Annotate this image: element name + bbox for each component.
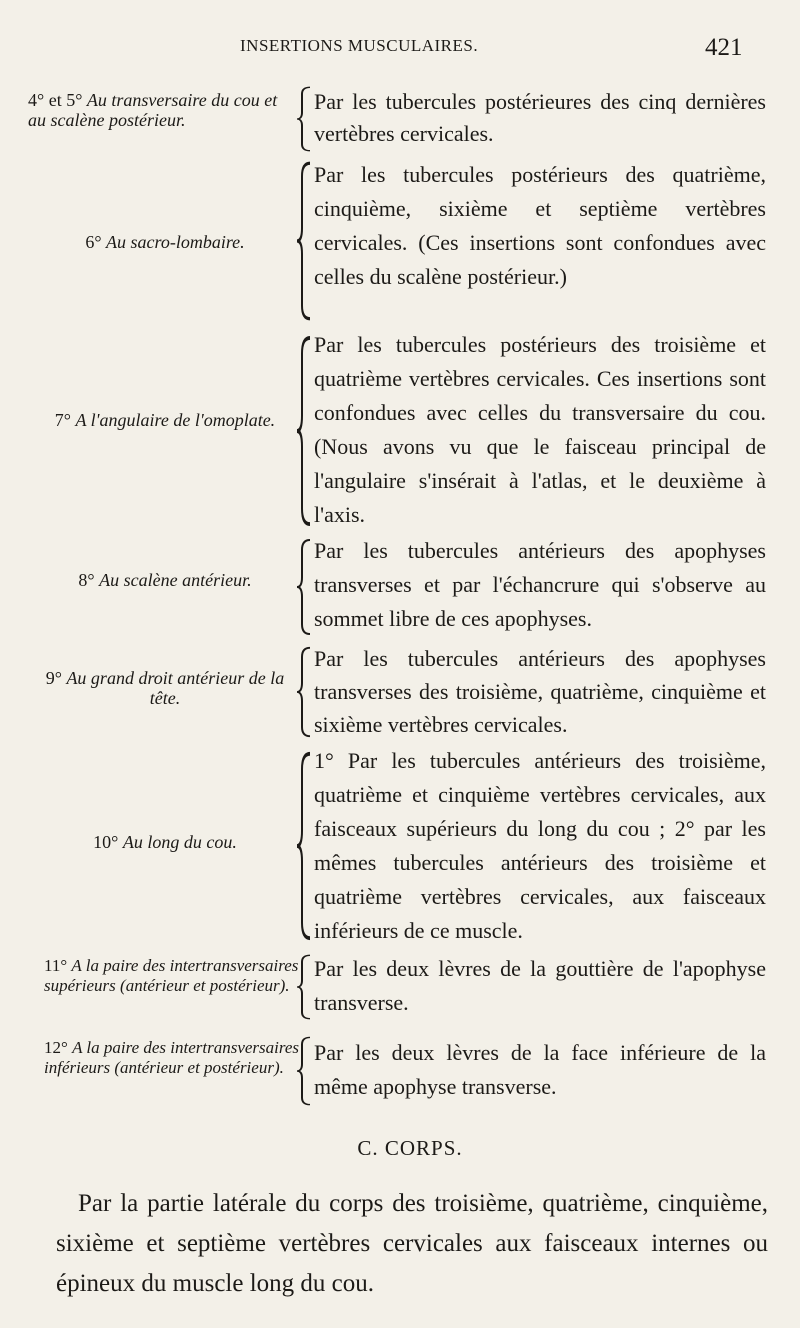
page-number: 421 (705, 34, 743, 61)
entry-label (40, 410, 290, 430)
entry-number: 12° (44, 1038, 68, 1057)
entry-label (40, 832, 290, 852)
brace-mark (296, 1036, 312, 1106)
entry-label (40, 232, 290, 252)
brace-mark (296, 160, 312, 322)
entry-label (44, 956, 306, 996)
entry-muscle-name: A l'angulaire de l'omoplate. (75, 410, 276, 430)
entry-description: Par les deux lèvres de la face inférieure de la même apophyse transverse. (314, 1040, 766, 1099)
entry-label (44, 1038, 306, 1078)
entry-muscle-name: Au sacro-lombaire. (106, 232, 245, 252)
entry-number: 7° (54, 410, 71, 430)
entry-description: Par les tubercules postérieurs des quatrième, cinquième, sixième et septième vertèbres cervicales. (Ces insertions sont confondues avec celles du scalène postérieur.) (314, 162, 766, 289)
brace-mark (296, 954, 312, 1020)
section-heading: C. CORPS. (357, 1136, 463, 1160)
entry-muscle-name: Au scalène antérieur. (99, 570, 252, 590)
brace-mark (296, 750, 312, 942)
entry-muscle-name: A la paire des intertransversaires inférieurs (antérieur et postérieur). (44, 1038, 300, 1077)
entry-number: 10° (93, 832, 119, 852)
entry-number: 6° (85, 232, 102, 252)
entry-number: 9° (45, 668, 62, 688)
entry-muscle-name: Au transversaire du cou et au scalène postérieur. (28, 90, 278, 130)
entry-description: Par les tubercules antérieurs des apophyses transverses des troisième, quatrième, cinquième et sixième vertèbres cervicales. (314, 646, 766, 737)
entry-number: 11° (44, 956, 68, 975)
entry-description: Par les tubercules postérieures des cinq dernières vertèbres cervicales. (314, 89, 766, 146)
entry-label (30, 668, 300, 708)
brace-mark (296, 334, 312, 528)
entry-number: 8° (78, 570, 95, 590)
brace-mark (296, 86, 312, 152)
entry-muscle-name: Au long du cou. (122, 832, 237, 852)
entry-muscle-name: A la paire des intertransversaires supérieurs (antérieur et postérieur). (44, 956, 299, 995)
section-paragraph: Par la partie latérale du corps des troisième, quatrième, cinquième, sixième et septième vertèbres cervicales aux faisceaux internes ou épineux du muscle long du cou. (56, 1190, 768, 1297)
entry-description: Par les deux lèvres de la gouttière de l'apophyse transverse. (314, 956, 766, 1015)
running-head (0, 34, 800, 64)
entry-label (40, 570, 290, 590)
entry-description: Par les tubercules postérieurs des troisième et quatrième vertèbres cervicales. Ces insertions sont confondues avec celles du transversaire du cou. (Nous avons vu que le faisceau principal de l'angulaire s'insérait à l'atlas, et le deuxième à l'axis. (314, 332, 766, 527)
running-head-title: INSERTIONS MUSCULAIRES. (240, 36, 479, 55)
brace-mark (296, 538, 312, 636)
entry-muscle-name: Au grand droit antérieur de la tête. (66, 668, 285, 708)
entry-description: Par les tubercules antérieurs des apophyses transverses et par l'échancrure qui s'observe au sommet libre de ces apophyses. (314, 538, 766, 631)
entry-description: 1° Par les tubercules antérieurs des troisième, quatrième et cinquième vertèbres cervicales, aux faisceaux supérieurs du long du cou ; 2° par les mêmes tubercules antérieurs des troisième et quatrième vertèbres cervicales, aux faisceaux inférieurs de ce muscle. (314, 748, 766, 943)
entry-label (28, 90, 290, 130)
brace-mark (296, 646, 312, 738)
entry-number: 4° et 5° (28, 90, 83, 110)
